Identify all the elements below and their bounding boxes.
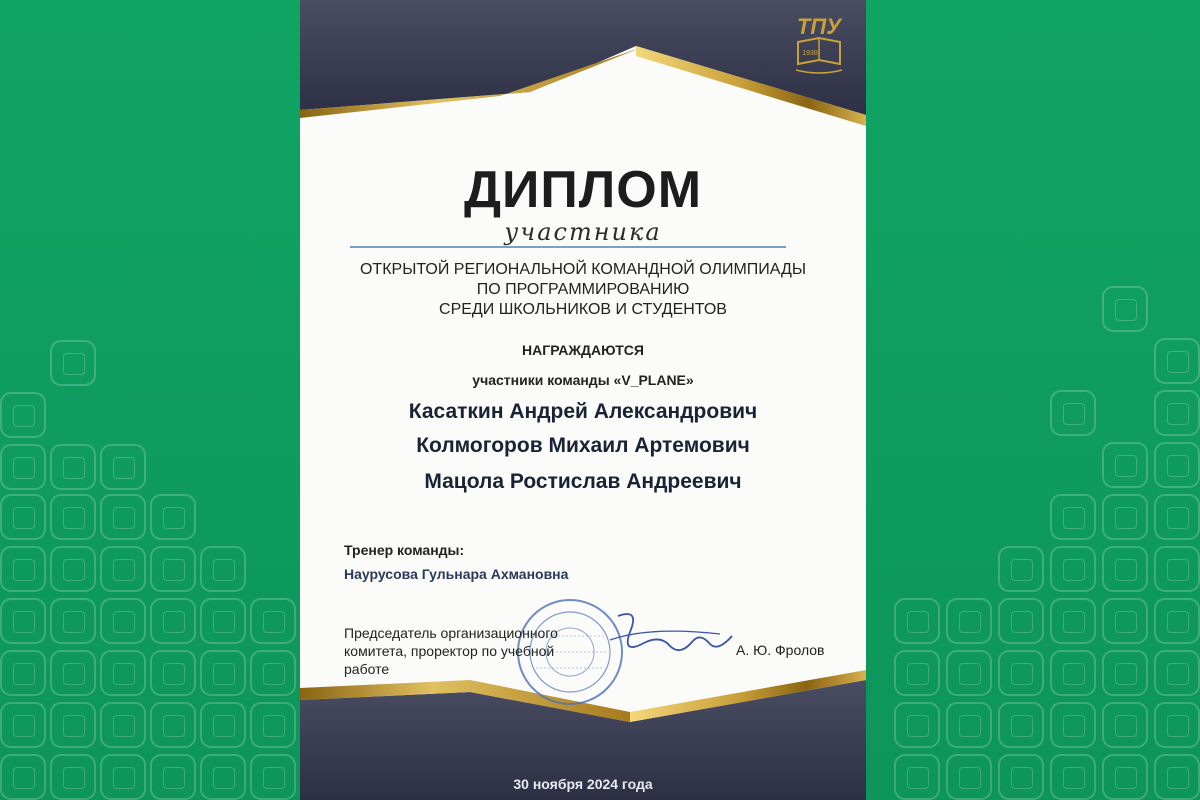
pattern-tile-icon <box>200 650 246 696</box>
pattern-tile-icon <box>150 494 196 540</box>
pattern-tile-icon <box>0 650 46 696</box>
pattern-tile-icon <box>1154 494 1200 540</box>
pattern-tile-icon <box>1050 650 1096 696</box>
pattern-tile-icon <box>50 340 96 386</box>
pattern-tile-icon <box>250 650 296 696</box>
pattern-tile-icon <box>1050 390 1096 436</box>
pattern-tile-icon <box>50 650 96 696</box>
pattern-tile-icon <box>998 598 1044 644</box>
diploma-document <box>300 0 866 800</box>
pattern-tile-icon <box>100 650 146 696</box>
pattern-tile-icon <box>100 444 146 490</box>
tpu-logo-text: ТПУ <box>796 14 842 39</box>
pattern-tile-icon <box>200 546 246 592</box>
pattern-tile-icon <box>150 702 196 748</box>
team-member-name: Колмогоров Михаил Артемович <box>416 434 750 457</box>
pattern-tile-icon <box>0 392 46 438</box>
pattern-tile-icon <box>50 444 96 490</box>
pattern-tile-icon <box>100 702 146 748</box>
pattern-tile-icon <box>1102 286 1148 332</box>
diploma-title: ДИПЛОМ <box>463 161 703 219</box>
pattern-tile-icon <box>100 754 146 800</box>
pattern-tile-icon <box>998 702 1044 748</box>
team-member-name: Мацола Ростислав Андреевич <box>424 470 742 493</box>
pattern-tile-icon <box>1050 754 1096 800</box>
pattern-tile-icon <box>1102 494 1148 540</box>
signatory-line: комитета, проректор по учебной <box>344 643 555 659</box>
pattern-tile-icon <box>250 598 296 644</box>
pattern-tile-icon <box>0 546 46 592</box>
pattern-tile-icon <box>200 702 246 748</box>
tpu-logo-year: 1938 <box>802 50 818 57</box>
diploma-date: 30 ноября 2024 года <box>513 776 653 792</box>
pattern-tile-icon <box>1154 702 1200 748</box>
pattern-tile-icon <box>1154 546 1200 592</box>
pattern-tile-icon <box>50 598 96 644</box>
awarded-heading: НАГРАЖДАЮТСЯ <box>522 342 644 358</box>
pattern-tile-icon <box>894 650 940 696</box>
pattern-tile-icon <box>250 702 296 748</box>
signatory-position <box>344 624 604 678</box>
subtitle-underline <box>350 246 786 248</box>
pattern-tile-icon <box>100 494 146 540</box>
pattern-tile-icon <box>946 650 992 696</box>
pattern-tile-icon <box>150 598 196 644</box>
tpu-logo <box>786 10 852 80</box>
pattern-tile-icon <box>1154 338 1200 384</box>
diploma-subtitle: участника <box>504 218 662 246</box>
pattern-tile-icon <box>1102 754 1148 800</box>
pattern-tile-icon <box>946 702 992 748</box>
coach-name: Наурусова Гульнара Ахмановна <box>344 566 569 582</box>
pattern-tile-icon <box>1050 546 1096 592</box>
signatory-line: Председатель организационного <box>344 625 558 641</box>
pattern-tile-icon <box>250 754 296 800</box>
pattern-tile-icon <box>1154 390 1200 436</box>
pattern-tile-icon <box>1050 598 1096 644</box>
coach-label: Тренер команды: <box>344 542 465 558</box>
pattern-tile-icon <box>150 754 196 800</box>
pattern-tile-icon <box>100 546 146 592</box>
pattern-tile-icon <box>50 546 96 592</box>
pattern-tile-icon <box>1102 546 1148 592</box>
pattern-tile-icon <box>1154 754 1200 800</box>
pattern-tile-icon <box>998 546 1044 592</box>
pattern-tile-icon <box>50 754 96 800</box>
pattern-tile-icon <box>1102 442 1148 488</box>
pattern-tile-icon <box>50 702 96 748</box>
pattern-tile-icon <box>1154 442 1200 488</box>
pattern-tile-icon <box>946 754 992 800</box>
team-member-name: Касаткин Андрей Александрович <box>408 400 758 423</box>
olympiad-line: СРЕДИ ШКОЛЬНИКОВ И СТУДЕНТОВ <box>439 301 727 318</box>
pattern-tile-icon <box>946 598 992 644</box>
pattern-tile-icon <box>998 754 1044 800</box>
pattern-tile-icon <box>1102 650 1148 696</box>
pattern-tile-icon <box>1154 650 1200 696</box>
pattern-tile-icon <box>1102 702 1148 748</box>
olympiad-line: ПО ПРОГРАММИРОВАНИЮ <box>476 281 690 298</box>
pattern-tile-icon <box>150 650 196 696</box>
pattern-tile-icon <box>0 598 46 644</box>
team-line: участники команды «V_PLANE» <box>472 372 694 388</box>
pattern-tile-icon <box>998 650 1044 696</box>
pattern-tile-icon <box>1050 702 1096 748</box>
pattern-tile-icon <box>200 598 246 644</box>
handwritten-signature <box>600 606 750 668</box>
pattern-tile-icon <box>0 754 46 800</box>
pattern-tile-icon <box>894 598 940 644</box>
signatory-name: А. Ю. Фролов <box>736 642 825 658</box>
pattern-tile-icon <box>100 598 146 644</box>
pattern-tile-icon <box>0 494 46 540</box>
pattern-tile-icon <box>0 444 46 490</box>
olympiad-name <box>300 260 866 320</box>
pattern-tile-icon <box>1102 598 1148 644</box>
signatory-line: работе <box>344 661 390 677</box>
olympiad-line: ОТКРЫТОЙ РЕГИОНАЛЬНОЙ КОМАНДНОЙ ОЛИМПИАДЫ <box>359 261 806 278</box>
pattern-tile-icon <box>1050 494 1096 540</box>
pattern-tile-icon <box>894 702 940 748</box>
pattern-tile-icon <box>50 494 96 540</box>
pattern-tile-icon <box>1154 598 1200 644</box>
pattern-tile-icon <box>200 754 246 800</box>
pattern-tile-icon <box>150 546 196 592</box>
pattern-tile-icon <box>894 754 940 800</box>
pattern-tile-icon <box>0 702 46 748</box>
